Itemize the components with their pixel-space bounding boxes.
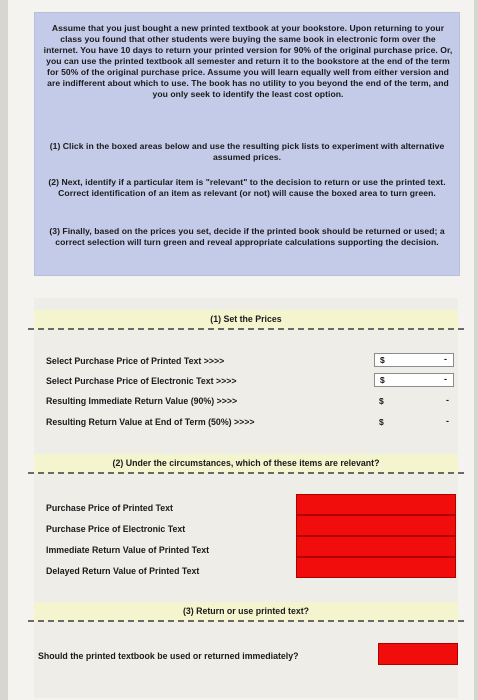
worksheet — [8, 0, 474, 700]
section-relevant-header — [34, 454, 458, 474]
currency-symbol: $ — [380, 375, 385, 385]
relevant-select-printed-price[interactable] — [296, 494, 456, 515]
section-decision-header — [34, 602, 458, 622]
section-relevant-title: (2) Under the circumstances, which of these items are relevant? — [112, 458, 380, 468]
section-set-prices-title: (1) Set the Prices — [210, 314, 282, 324]
decision-question: Should the printed textbook be used or returned immediately? — [38, 651, 299, 661]
electronic-price-label: Select Purchase Price of Electronic Text >>>> — [46, 376, 237, 386]
section-set-prices-header — [34, 310, 458, 330]
electronic-price-value: - — [444, 374, 447, 384]
immediate-return-label: Resulting Immediate Return Value (90%) >>>> — [46, 396, 238, 406]
electronic-price-select[interactable] — [374, 373, 454, 387]
relevant-select-electronic-price[interactable] — [296, 515, 456, 536]
calculator-panel — [34, 298, 458, 698]
printed-price-label: Select Purchase Price of Printed Text >>>> — [46, 356, 225, 366]
end-term-return-label: Resulting Return Value at End of Term (50%) >>>> — [46, 417, 255, 427]
decision-select[interactable] — [378, 643, 458, 665]
instructions-step-3: (3) Finally, based on the prices you set, decide if the printed book should be returned or used; a correct selection will turn green and reveal appropriate calculations supporting the decision. — [49, 226, 445, 247]
printed-price-select[interactable] — [374, 353, 454, 367]
dashed-divider — [28, 472, 464, 474]
currency-symbol: $ — [379, 396, 384, 406]
instructions-intro: Assume that you just bought a new printed textbook at your bookstore. Upon returning to your class you found that other students were buying the same book in electronic form over the internet. You have 10 days to return your printed version for 90% of the original purchase price. Or, you can use the printed textbook all semester and return it to the bookstore at the end of the term for 50% of the original purchase price. Assume you will learn equally well from either version and are indifferent about which to use. The book has no utility to you beyond the end of the term, and you only seek to identify the least cost option. — [43, 23, 453, 99]
currency-symbol: $ — [380, 355, 385, 365]
printed-price-value: - — [444, 354, 447, 364]
relevant-select-immediate-return[interactable] — [296, 536, 456, 557]
immediate-return-value: - — [446, 395, 449, 405]
dashed-divider — [28, 620, 464, 622]
section-decision-title: (3) Return or use printed text? — [182, 606, 310, 616]
dashed-divider — [28, 328, 464, 330]
relevant-item-label: Immediate Return Value of Printed Text — [46, 545, 210, 555]
end-term-return-value: - — [446, 416, 449, 426]
relevant-select-delayed-return[interactable] — [296, 557, 456, 578]
relevant-item-label: Purchase Price of Printed Text — [46, 503, 173, 513]
currency-symbol: $ — [379, 417, 384, 427]
relevant-item-label: Delayed Return Value of Printed Text — [46, 566, 200, 576]
instructions-step-2: (2) Next, identify if a particular item is "relevant" to the decision to return or use the printed text. Correct identification of an item as relevant (or not) will cause the boxed area to turn green. — [48, 177, 446, 198]
instructions-panel — [34, 12, 460, 276]
relevant-item-label: Purchase Price of Electronic Text — [46, 524, 186, 534]
instructions-step-1: (1) Click in the boxed areas below and use the resulting pick lists to experiment with alternative assumed prices. — [49, 141, 445, 162]
